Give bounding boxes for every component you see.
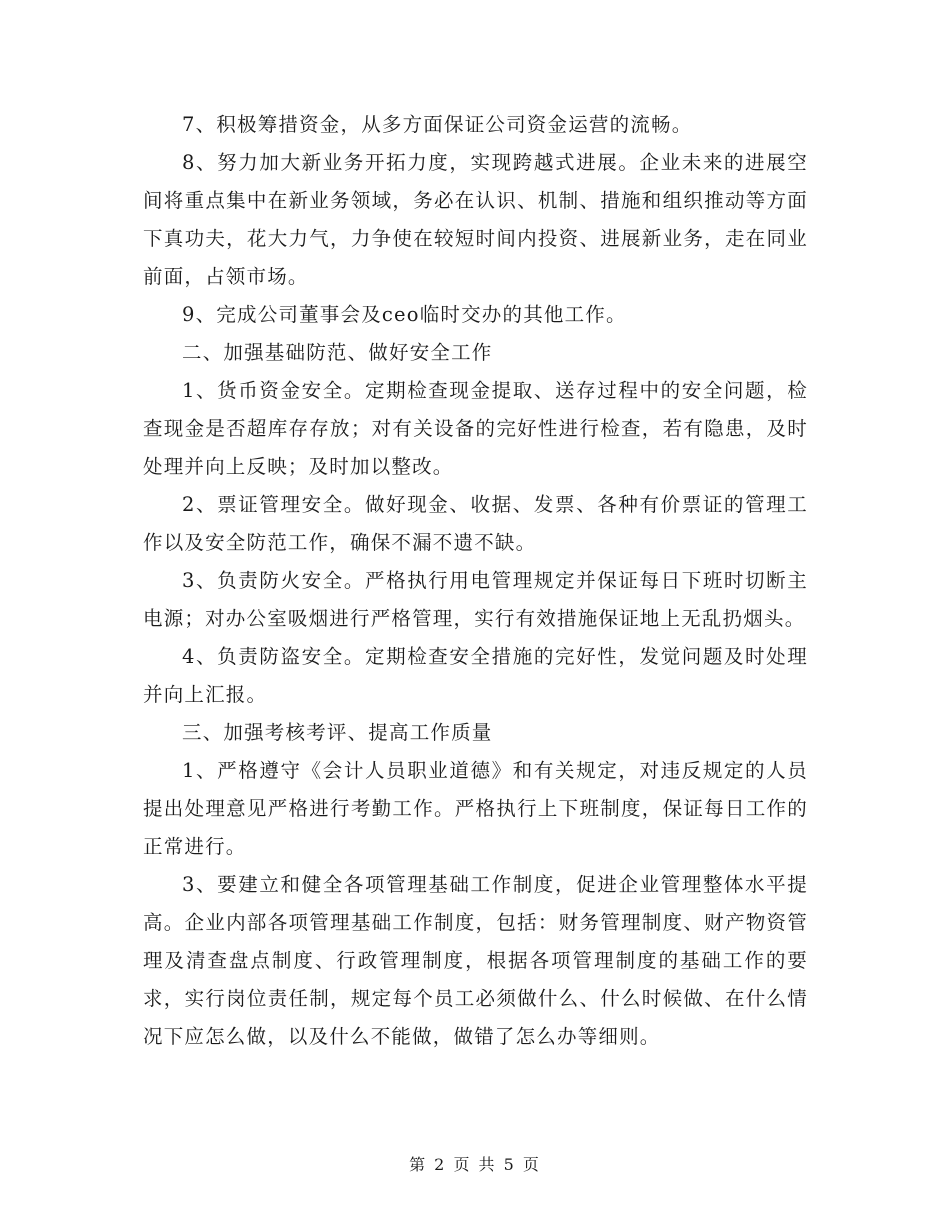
document-body xyxy=(143,106,808,1056)
paragraph-item-7: 7、积极筹措资金，从多方面保证公司资金运营的流畅。 xyxy=(182,113,693,136)
paragraph-ethics: 1、严格遵守《会计人员职业道德》和有关规定，对违反规定的人员提出处理意见严格进行考勤工作。严格执行上下班制度，保证每日工作的正常进行。 xyxy=(143,759,808,858)
section-heading-3: 三、加强考核考评、提高工作质量 xyxy=(182,721,493,744)
paragraph-fire-safety: 3、负责防火安全。严格执行用电管理规定并保证每日下班时切断主电源；对办公室吸烟进行严格管理，实行有效措施保证地上无乱扔烟头。 xyxy=(143,569,808,630)
page-number-footer: 第 2 页 共 5 页 xyxy=(409,1155,541,1174)
paragraph-management-system: 3、要建立和健全各项管理基础工作制度，促进企业管理整体水平提高。企业内部各项管理基础工作制度，包括：财务管理制度、财产物资管理及清查盘点制度、行政管理制度，根据各项管理制度的基础工作的要求，实行岗位责任制，规定每个员工必须做什么、什么时候做、在什么情况下应怎么做，以及什么不能做，做错了怎么办等细则。 xyxy=(143,873,808,1048)
paragraph-theft-safety: 4、负责防盗安全。定期检查安全措施的完好性，发觉问题及时处理并向上汇报。 xyxy=(143,645,808,706)
section-heading-2: 二、加强基础防范、做好安全工作 xyxy=(182,341,493,364)
paragraph-voucher-safety: 2、票证管理安全。做好现金、收据、发票、各种有价票证的管理工作以及安全防范工作，确保不漏不遗不缺。 xyxy=(143,493,808,554)
paragraph-item-9: 9、完成公司董事会及ceo临时交办的其他工作。 xyxy=(182,303,627,326)
paragraph-cash-safety: 1、货币资金安全。定期检查现金提取、送存过程中的安全问题，检查现金是否超库存存放；对有关设备的完好性进行检查，若有隐患，及时处理并向上反映；及时加以整改。 xyxy=(143,379,808,478)
paragraph-item-8: 8、努力加大新业务开拓力度，实现跨越式进展。企业未来的进展空间将重点集中在新业务领域，务必在认识、机制、措施和组织推动等方面下真功夫，花大力气，力争使在较短时间内投资、进展新业务，走在同业前面，占领市场。 xyxy=(143,151,808,288)
